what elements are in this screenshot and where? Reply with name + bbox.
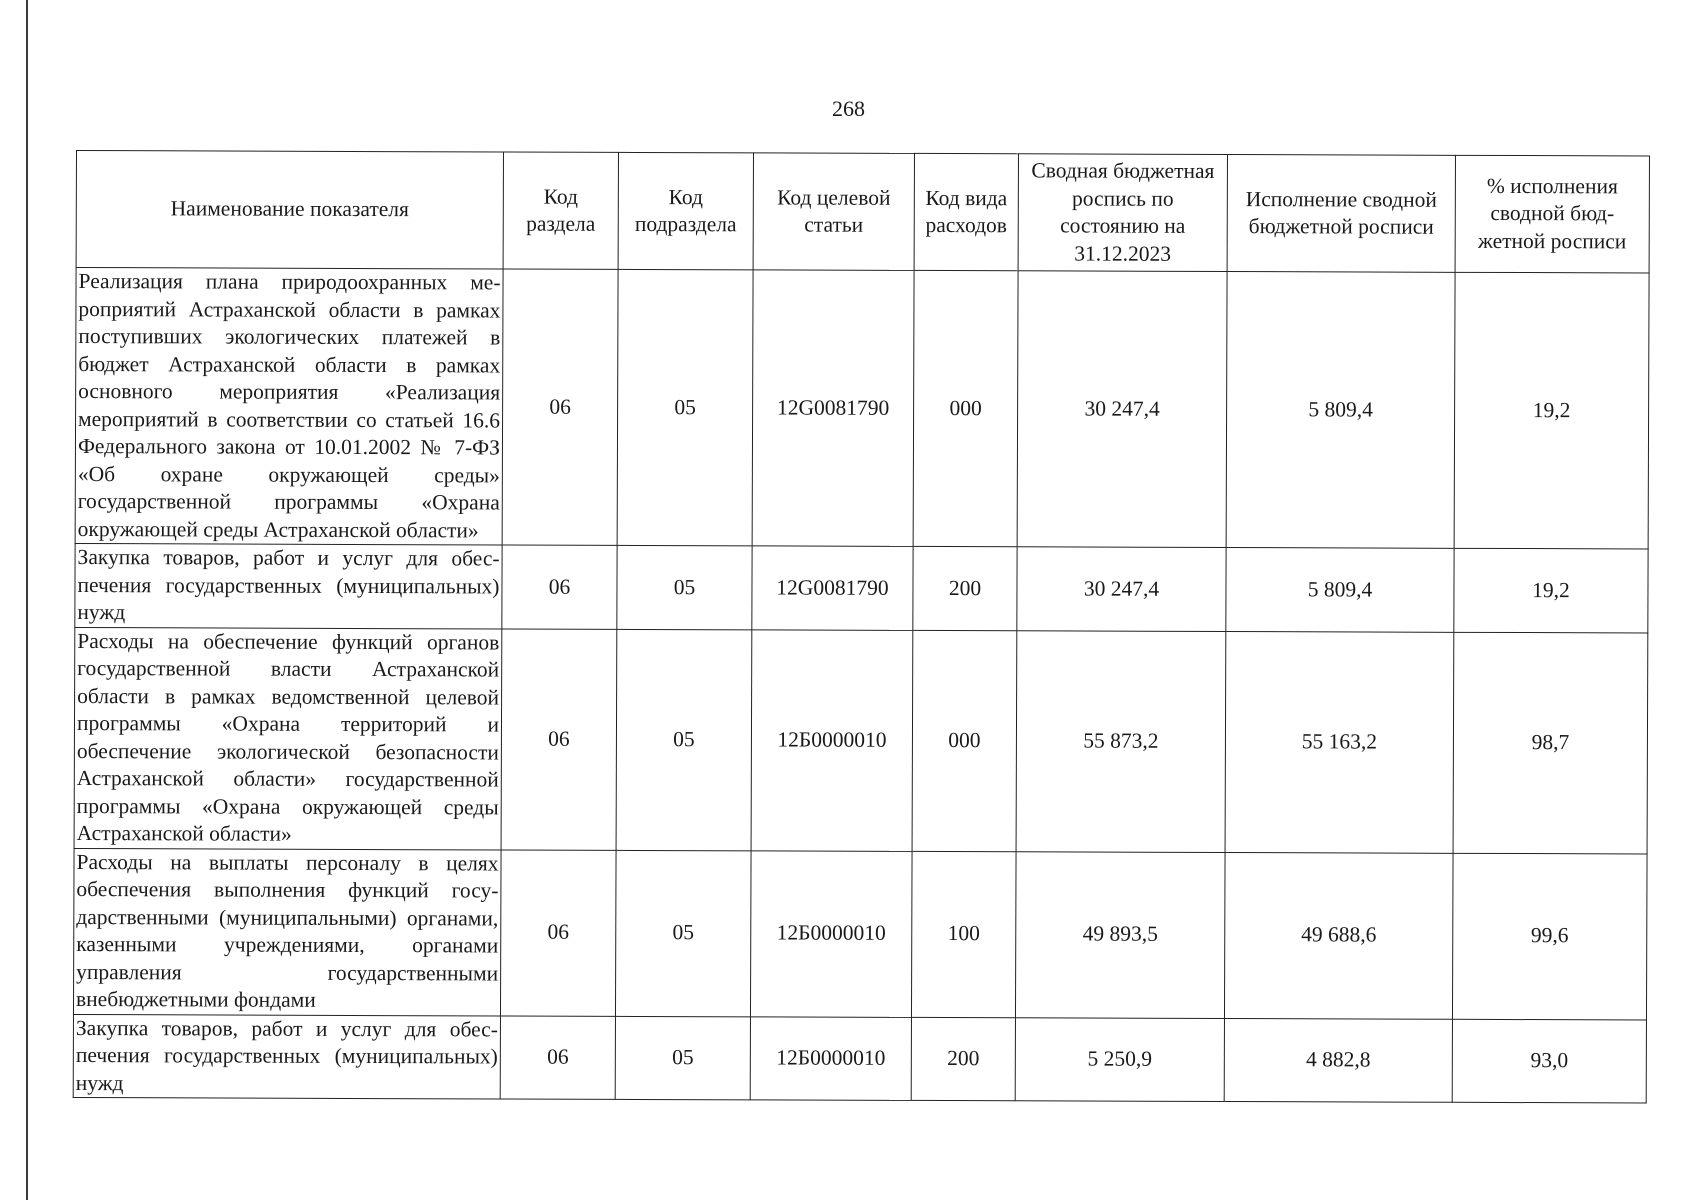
cell-plan: 5 250,9	[1015, 1017, 1224, 1101]
table-row	[74, 627, 1648, 853]
cell-percent: 93,0	[1452, 1019, 1646, 1103]
cell-percent: 19,2	[1454, 548, 1648, 632]
header-ispolnenie: Исполнение сводной бюджетной росписи	[1227, 155, 1455, 273]
cell-razdel: 06	[501, 628, 617, 849]
cell-podrazdel: 05	[615, 850, 751, 1016]
cell-vid: 100	[911, 851, 1016, 1017]
cell-name: Реализация плана природоохранных мероприятий Астраханской области в рамках поступивших экологических платежей в бюджет Астраханской области в рамках основного мероприятия «Реализация мероприятий в соответствии со статьей 16.6 Федерального закона от 10.01.2002 № 7-ФЗ «Об охране окружающей среды» государственной программы «Охрана окружающей среды Астраханской области»	[75, 268, 503, 545]
cell-podrazdel: 05	[617, 545, 752, 629]
table-row	[73, 1014, 1646, 1103]
cell-percent: 98,7	[1453, 632, 1648, 854]
cell-celevaya: 12Б0000010	[750, 1016, 911, 1100]
cell-ispolnenie: 4 882,8	[1224, 1018, 1452, 1102]
cell-vid: 200	[913, 546, 1017, 630]
cell-ispolnenie: 49 688,6	[1224, 852, 1453, 1019]
cell-celevaya: 12Б0000010	[750, 850, 912, 1017]
header-row	[76, 151, 1649, 273]
cell-ispolnenie: 5 809,4	[1226, 548, 1454, 632]
header-plan: Сводная бюджетная роспись по состоянию на 31.12.2023	[1018, 154, 1227, 272]
cell-celevaya: 12G0081790	[752, 270, 914, 547]
header-percent: % исполнения сводной бюд-жетной росписи	[1455, 155, 1649, 273]
cell-podrazdel: 05	[617, 269, 753, 545]
cell-plan: 55 873,2	[1016, 630, 1226, 852]
cell-name: Расходы на обеспечение функций органов государственной власти Астраханской области в рамках ведомственной целевой программы «Охрана территорий и обеспечение экологической безопасности Астраханской области» государственной программы «Охрана окружающей среды Астраханской области»	[74, 627, 502, 849]
cell-plan: 49 893,5	[1015, 851, 1225, 1018]
table-row	[75, 543, 1648, 632]
cell-ispolnenie: 5 809,4	[1226, 272, 1455, 549]
cell-plan: 30 247,4	[1017, 271, 1227, 548]
cell-podrazdel: 05	[616, 629, 752, 850]
cell-percent: 19,2	[1454, 272, 1649, 549]
header-podrazdel: Код подраздела	[618, 152, 753, 269]
header-celevaya: Код целевой статьи	[753, 153, 914, 271]
cell-celevaya: 12Б0000010	[751, 629, 913, 851]
cell-percent: 99,6	[1452, 853, 1647, 1020]
table-body	[73, 268, 1649, 1103]
header-vid: Код вида расходов	[914, 153, 1018, 270]
cell-podrazdel: 05	[615, 1016, 750, 1100]
cell-ispolnenie: 55 163,2	[1225, 631, 1454, 853]
cell-vid: 000	[912, 630, 1017, 851]
cell-celevaya: 12G0081790	[752, 546, 913, 630]
cell-name: Закупка товаров, работ и услуг для обеспечения государственных (муниципальных) нужд	[73, 1014, 500, 1099]
cell-name: Расходы на выплаты персоналу в целях обеспечения выполнения функций государственными (муниципальными) органами, казенными учреждениями, органами управления государственными внебюджетными фондами	[73, 848, 501, 1015]
header-razdel: Код раздела	[503, 152, 618, 269]
table-header	[76, 151, 1649, 273]
page-number: 268	[832, 96, 865, 121]
cell-razdel: 06	[502, 269, 618, 545]
binding-line	[26, 0, 28, 1200]
header-name: Наименование показателя	[76, 151, 503, 269]
cell-vid: 000	[913, 270, 1018, 546]
cell-name: Закупка товаров, работ и услуг для обеспечения государственных (муниципальных) нужд	[75, 543, 502, 628]
cell-vid: 200	[911, 1017, 1015, 1101]
cell-plan: 30 247,4	[1017, 547, 1226, 631]
cell-razdel: 06	[500, 1015, 615, 1099]
table-row	[73, 848, 1647, 1019]
budget-table	[73, 150, 1650, 1103]
cell-razdel: 06	[500, 849, 616, 1015]
table-row	[75, 268, 1649, 549]
cell-razdel: 06	[502, 545, 617, 629]
